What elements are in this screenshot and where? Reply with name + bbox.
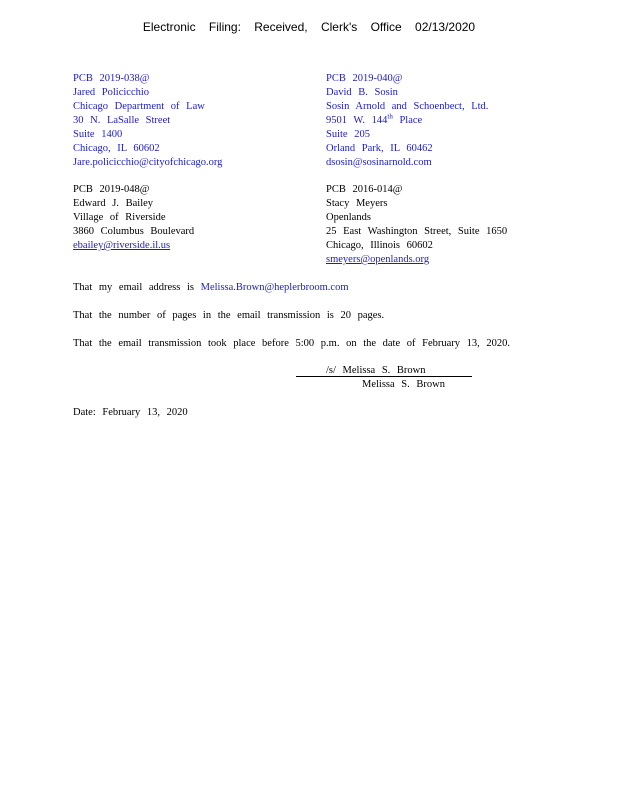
city-state-zip: Chicago, IL 60602 [73,143,160,154]
ordinal-suffix: th [387,112,393,121]
organization: Openlands [326,212,371,223]
filing-stamp: Electronic Filing: Received, Clerk's Office 02/13/2020 [142,20,476,34]
street-address: 3860 Columbus Boulevard [73,226,195,237]
service-entry-3 [73,183,194,253]
street-address [326,114,488,128]
email-link[interactable]: smeyers@openlands.org [326,254,430,265]
pages-statement: That the number of pages in the email transmission is 20 pages. [73,310,385,321]
service-entry-1 [73,72,222,170]
street-number: 9501 W. 144 [326,115,388,126]
email-link[interactable]: dsosin@sosinarnold.com [326,157,432,168]
street-address: 30 N. LaSalle Street [73,115,171,126]
contact-name: Edward J. Bailey [73,198,154,209]
time-statement: That the email transmission took place before 5:00 p.m. on the date of February 13, 2020. [73,338,511,349]
contact-name: David B. Sosin [326,87,398,98]
organization: Village of Riverside [73,212,166,223]
street-address: 25 East Washington Street, Suite 1650 [326,226,508,237]
electronic-signature: /s/ Melissa S. Brown [326,365,426,376]
email-statement-text: That my email address is [73,282,201,293]
email-statement [73,282,349,293]
contact-name: Jared Policicchio [73,87,150,98]
contact-name: Stacy Meyers [326,198,388,209]
suite: Suite 1400 [73,129,123,140]
service-entry-4 [326,183,507,267]
case-number: PCB 2019-038@ [73,73,150,84]
organization: Chicago Department of Law [73,101,205,112]
email-link[interactable]: Jare.policicchio@cityofchicago.org [73,157,223,168]
suite: Suite 205 [326,129,370,140]
signature-line [296,376,472,377]
case-number: PCB 2019-040@ [326,73,403,84]
case-number: PCB 2019-048@ [73,184,150,195]
street-type: Place [392,115,423,126]
date-line: Date: February 13, 2020 [73,407,188,418]
sender-email-link[interactable]: Melissa.Brown@heplerbroom.com [200,282,349,293]
signer-name: Melissa S. Brown [362,379,445,390]
city-state-zip: Chicago, Illinois 60602 [326,240,433,251]
service-entry-2 [326,72,488,170]
case-number: PCB 2016-014@ [326,184,403,195]
organization: Sosin Arnold and Schoenbect, Ltd. [326,101,489,112]
email-link[interactable]: ebailey@riverside.il.us [73,240,171,251]
city-state-zip: Orland Park, IL 60462 [326,143,433,154]
